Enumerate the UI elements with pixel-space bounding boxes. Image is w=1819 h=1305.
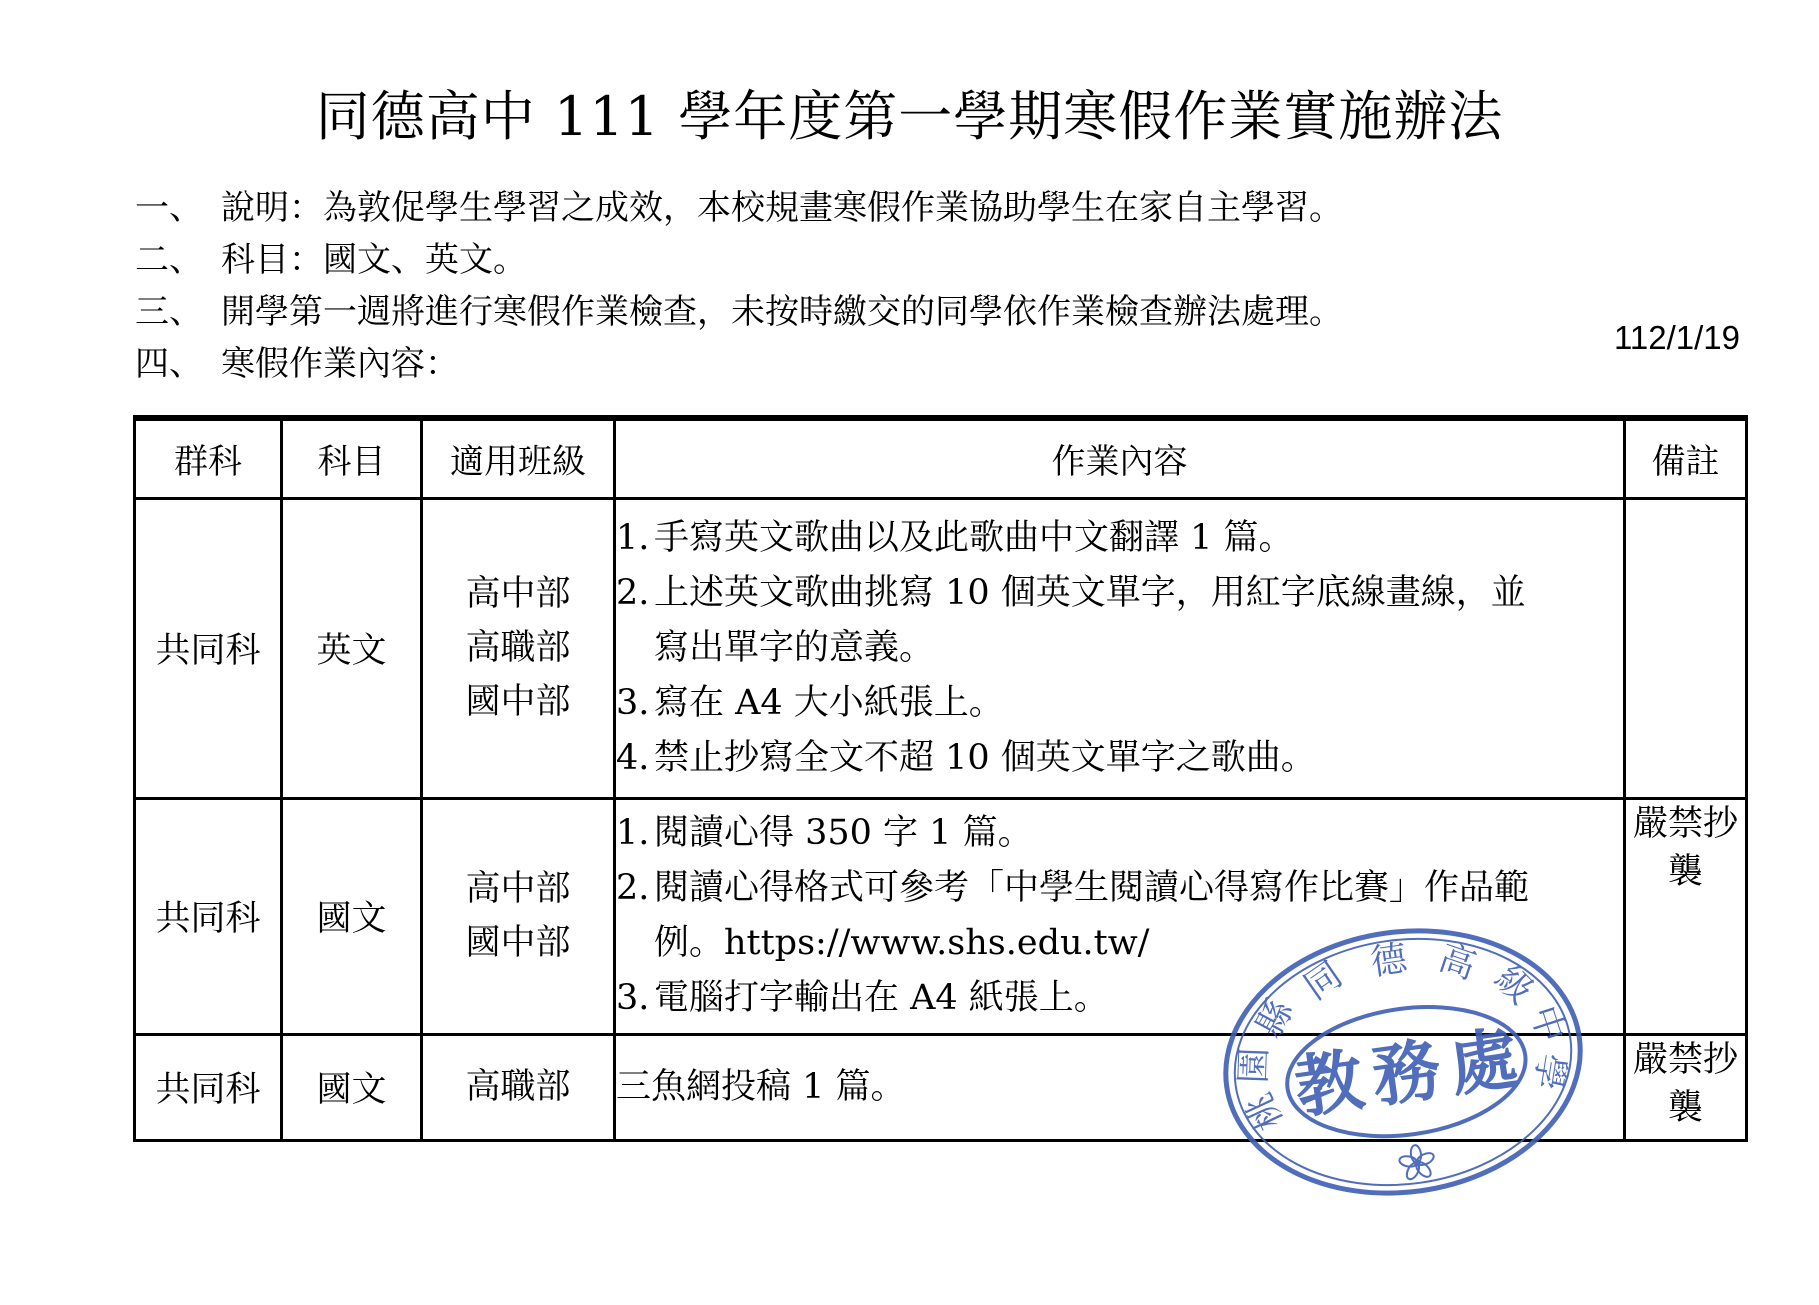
- note-text: 說明：為敦促學生學習之成效，本校規畫寒假作業協助學生在家自主學習。: [221, 187, 1343, 228]
- cell-content: [615, 798, 1625, 1034]
- header-remark: 備註: [1625, 418, 1747, 498]
- cell-subject: 國文: [282, 798, 422, 1034]
- stamp-ring-char: 縣: [1248, 993, 1302, 1045]
- header-group: 群科: [135, 418, 282, 498]
- header-classes: 適用班級: [422, 418, 615, 498]
- cell-subject: 國文: [282, 1034, 422, 1140]
- table-row-chinese-2: [135, 1034, 1747, 1140]
- class-line: 高職部: [465, 628, 571, 668]
- stamp-center-text: 教務處: [1290, 1017, 1534, 1129]
- class-line: 國中部: [465, 682, 571, 722]
- content-item: 3. 寫在 A4 大小紙張上。: [616, 682, 1004, 723]
- stamp-ring-char: 桃: [1238, 1086, 1292, 1137]
- content-item: 2. 閱讀心得格式可參考「中學生閱讀心得寫作比賽」作品範例。https://www.shs.edu.tw/: [616, 868, 1530, 963]
- content-item: 2. 上述英文歌曲挑寫 10 個英文單字，用紅字底線畫線，並寫出單字的意義。: [616, 572, 1526, 668]
- class-line: 高中部: [465, 869, 571, 909]
- note-text: 開學第一週將進行寒假作業檢查，未按時繳交的同學依作業檢查辦法處理。: [221, 291, 1343, 332]
- content-item: 4. 禁止抄寫全文不超 10 個英文單字之歌曲。: [616, 737, 1316, 778]
- stamp-ring-char: 學: [1526, 1050, 1573, 1093]
- page-title: 同德高中 111 學年度第一學期寒假作業實施辦法: [315, 85, 1504, 148]
- class-line: 高中部: [465, 574, 571, 614]
- note-number: 三、: [135, 291, 203, 332]
- cell-remark: 嚴禁抄襲: [1625, 1034, 1747, 1140]
- cell-group: 共同科: [135, 1034, 282, 1140]
- cell-classes: [422, 498, 615, 798]
- cell-classes: [422, 798, 615, 1034]
- cell-content: [615, 498, 1625, 798]
- stamp-ring-char: 級: [1486, 957, 1542, 1013]
- note-text: 科目：國文、英文。: [221, 239, 527, 280]
- note-number: 四、: [135, 343, 203, 384]
- stamp-ring-char: 同: [1296, 954, 1350, 1009]
- table-row-english: [135, 498, 1747, 798]
- note-line-4: [135, 334, 1343, 386]
- homework-table: [133, 415, 1748, 1142]
- cell-content: [615, 1034, 1625, 1140]
- note-number: 二、: [135, 239, 203, 280]
- cell-group: 共同科: [135, 798, 282, 1034]
- plum-blossom-icon: [1396, 1143, 1438, 1183]
- table-header-row: [135, 418, 1747, 498]
- note-text: 寒假作業內容：: [221, 343, 459, 384]
- note-line-2: [135, 230, 1343, 282]
- header-content: 作業內容: [615, 418, 1625, 498]
- header-subject: 科目: [282, 418, 422, 498]
- cell-remark: 嚴禁抄襲: [1625, 798, 1747, 1034]
- note-number: 一、: [135, 187, 203, 228]
- stamp-ring-char: 高: [1433, 937, 1481, 988]
- document-date: 112/1/19: [1613, 319, 1740, 356]
- table-row-chinese-1: [135, 798, 1747, 1034]
- note-line-3: [135, 282, 1343, 334]
- cell-subject: 英文: [282, 498, 422, 798]
- class-line: 高職部: [465, 1067, 571, 1107]
- class-line: 國中部: [465, 923, 571, 963]
- content-item: 三魚網投稿 1 篇。: [616, 1066, 906, 1107]
- stamp-ring-char: 園: [1233, 1046, 1276, 1085]
- content-item: 1. 閱讀心得 350 字 1 篇。: [616, 813, 1033, 853]
- note-line-1: [135, 178, 1343, 230]
- content-item: 3. 電腦打字輸出在 A4 紙張上。: [616, 978, 1109, 1018]
- stamp-ring-char: 德: [1368, 938, 1410, 984]
- cell-remark: [1625, 498, 1747, 798]
- notes-list: [135, 178, 1343, 386]
- cell-classes: [422, 1034, 615, 1140]
- cell-group: 共同科: [135, 498, 282, 798]
- stamp-ring-char: 中: [1521, 1000, 1573, 1048]
- content-item: 1. 手寫英文歌曲以及此歌曲中文翻譯 1 篇。: [616, 517, 1294, 558]
